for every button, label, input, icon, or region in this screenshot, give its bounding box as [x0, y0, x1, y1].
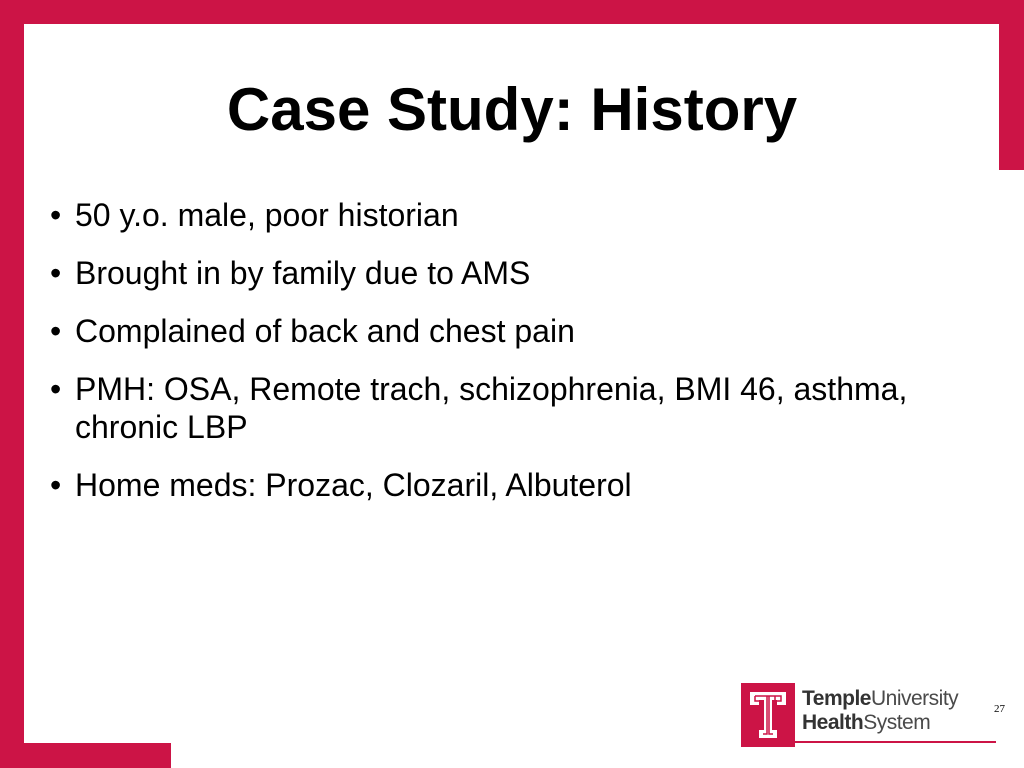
- bullet-item: [48, 196, 978, 234]
- top-accent-bar: [0, 0, 1024, 24]
- bullet-item: [48, 370, 978, 446]
- temple-t-icon: [741, 683, 795, 747]
- page-number: 27: [994, 703, 1005, 715]
- bullet-text: Complained of back and chest pain: [75, 313, 575, 349]
- bullet-text: Brought in by family due to AMS: [75, 255, 531, 291]
- bullet-text: Home meds: Prozac, Clozaril, Albuterol: [75, 467, 632, 503]
- bullet-marker: •: [50, 371, 62, 407]
- logo-text-line-1: TempleUniversity: [802, 687, 959, 710]
- logo-underline: [741, 741, 996, 743]
- logo-text-line-2: HealthSystem: [802, 711, 931, 734]
- bullet-list: [48, 196, 978, 524]
- bullet-item: [48, 254, 978, 292]
- bullet-marker: •: [50, 313, 62, 349]
- bullet-marker: •: [50, 197, 62, 233]
- bullet-item: [48, 466, 978, 504]
- temple-health-logo: [741, 683, 996, 747]
- bullet-text: 50 y.o. male, poor historian: [75, 197, 459, 233]
- bullet-marker: •: [50, 467, 62, 503]
- bullet-marker: •: [50, 255, 62, 291]
- bullet-text: PMH: OSA, Remote trach, schizophrenia, BMI 46, asthma, chronic LBP: [75, 371, 908, 445]
- bottom-accent-bar: [0, 743, 171, 768]
- slide-title: Case Study: History: [226, 76, 798, 143]
- bullet-item: [48, 312, 978, 350]
